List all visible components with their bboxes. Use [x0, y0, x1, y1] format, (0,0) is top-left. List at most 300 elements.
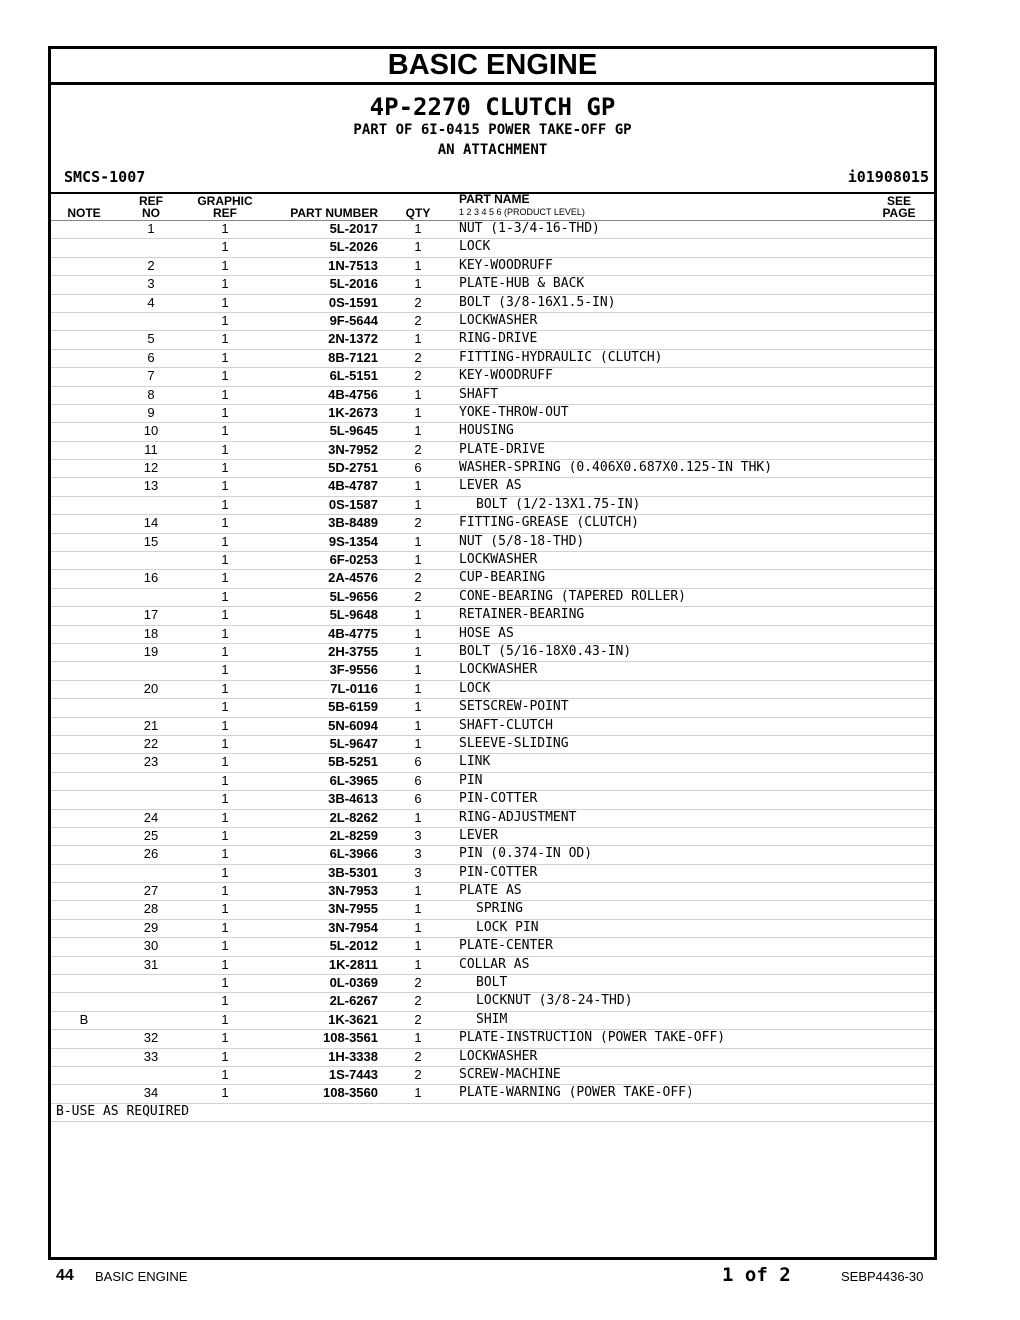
- header-graphic-bottom: REF: [213, 206, 237, 220]
- row-part-number: 3N-7955: [328, 901, 378, 917]
- row-qty: 1: [414, 680, 422, 696]
- table-row: [51, 699, 934, 717]
- table-header: [51, 194, 934, 221]
- table-row: [51, 957, 934, 975]
- table-row: [51, 331, 934, 349]
- row-graphic-ref: 1: [221, 883, 229, 899]
- part-name-text: RING-DRIVE: [459, 331, 538, 347]
- part-name-text: LOCKNUT (3/8-24-THD): [476, 993, 633, 1009]
- table-row: [51, 570, 934, 588]
- row-qty: 1: [414, 1085, 422, 1101]
- row-part-number: 2N-1372: [328, 331, 378, 347]
- table-row: [51, 846, 934, 864]
- row-part-name: [459, 1085, 694, 1100]
- row-part-name: [459, 718, 553, 733]
- row-part-number: 3B-8489: [328, 515, 378, 531]
- row-part-name: [459, 258, 553, 273]
- part-name-text: SPRING: [476, 901, 523, 917]
- table-row: [51, 901, 934, 919]
- row-qty: 1: [414, 1030, 422, 1046]
- row-qty: 2: [414, 349, 422, 365]
- row-ref-no: 17: [143, 607, 159, 623]
- table-row: [51, 1030, 934, 1048]
- row-part-name: [459, 405, 569, 420]
- row-ref-no: 31: [143, 956, 159, 972]
- row-ref-no: 19: [143, 643, 159, 659]
- table-row: [51, 644, 934, 662]
- row-part-name: [459, 920, 539, 935]
- row-part-name: [459, 791, 537, 806]
- table-row: [51, 295, 934, 313]
- row-graphic-ref: 1: [221, 1011, 229, 1027]
- row-part-name: [459, 993, 633, 1008]
- table-row: [51, 828, 934, 846]
- section-title: BASIC ENGINE: [51, 49, 934, 85]
- row-qty: 1: [414, 607, 422, 623]
- row-ref-no: 3: [147, 276, 155, 292]
- row-graphic-ref: 1: [221, 809, 229, 825]
- part-name-text: PLATE-WARNING (POWER TAKE-OFF): [459, 1085, 694, 1101]
- header-part-name: PART NAME: [459, 192, 530, 206]
- row-qty: 3: [414, 827, 422, 843]
- row-graphic-ref: 1: [221, 956, 229, 972]
- row-ref-no: 9: [147, 404, 155, 420]
- row-part-name: [459, 1030, 725, 1045]
- row-part-name: [459, 644, 631, 659]
- row-graphic-ref: 1: [221, 386, 229, 402]
- part-name-text: SHAFT: [459, 386, 499, 402]
- row-part-number: 8B-7121: [328, 349, 378, 365]
- row-qty: 6: [414, 754, 422, 770]
- row-qty: 1: [414, 956, 422, 972]
- part-name-text: LOCK PIN: [476, 919, 539, 935]
- row-graphic-ref: 1: [221, 1085, 229, 1101]
- row-ref-no: 2: [147, 257, 155, 273]
- table-row: [51, 791, 934, 809]
- part-name-text: PLATE-HUB & BACK: [459, 276, 585, 292]
- table-row: [51, 442, 934, 460]
- part-name-text: LOCKWASHER: [459, 552, 538, 568]
- row-qty: 2: [414, 975, 422, 991]
- row-qty: 1: [414, 735, 422, 751]
- row-ref-no: 29: [143, 919, 159, 935]
- row-graphic-ref: 1: [221, 699, 229, 715]
- row-qty: 1: [414, 883, 422, 899]
- row-part-number: 1K-2673: [328, 404, 378, 420]
- table-row: [51, 405, 934, 423]
- row-qty: 1: [414, 221, 422, 236]
- row-ref-no: 15: [143, 533, 159, 549]
- row-part-name: [459, 1067, 561, 1082]
- row-ref-no: 24: [143, 809, 159, 825]
- row-part-number: 3N-7954: [328, 919, 378, 935]
- row-graphic-ref: 1: [221, 276, 229, 292]
- row-qty: 2: [414, 294, 422, 310]
- row-qty: 2: [414, 1011, 422, 1027]
- row-graphic-ref: 1: [221, 717, 229, 733]
- row-ref-no: 18: [143, 625, 159, 641]
- row-part-number: 108-3561: [323, 1030, 378, 1046]
- row-qty: 1: [414, 386, 422, 402]
- row-qty: 1: [414, 643, 422, 659]
- part-name-text: HOSE AS: [459, 625, 514, 641]
- table-row: [51, 681, 934, 699]
- row-part-name: [459, 570, 545, 585]
- subtitle-part-of: PART OF 6I-0415 POWER TAKE-OFF GP: [353, 122, 632, 138]
- row-part-number: 1N-7513: [328, 257, 378, 273]
- table-row: [51, 387, 934, 405]
- row-ref-no: 30: [143, 938, 159, 954]
- row-qty: 1: [414, 938, 422, 954]
- row-ref-no: 32: [143, 1030, 159, 1046]
- table-row: [51, 258, 934, 276]
- row-part-number: 3F-9556: [329, 662, 378, 678]
- table-row: [51, 938, 934, 956]
- row-graphic-ref: 1: [221, 846, 229, 862]
- row-graphic-ref: 1: [221, 607, 229, 623]
- row-graphic-ref: 1: [221, 331, 229, 347]
- table-row: [51, 239, 934, 257]
- row-part-number: 9S-1354: [328, 533, 378, 549]
- row-qty: 2: [414, 993, 422, 1009]
- row-qty: 2: [414, 570, 422, 586]
- row-graphic-ref: 1: [221, 772, 229, 788]
- row-qty: 2: [414, 1048, 422, 1064]
- row-part-name: [459, 662, 537, 677]
- row-ref-no: 23: [143, 754, 159, 770]
- table-row: [51, 718, 934, 736]
- row-part-number: 3B-4613: [328, 791, 378, 807]
- row-qty: 1: [414, 404, 422, 420]
- header-see-top: SEE: [886, 194, 911, 208]
- row-part-name: [459, 1012, 507, 1027]
- table-row: [51, 736, 934, 754]
- row-qty: 1: [414, 276, 422, 292]
- table-row: [51, 534, 934, 552]
- table-row: [51, 626, 934, 644]
- row-qty: 1: [414, 423, 422, 439]
- row-graphic-ref: 1: [221, 662, 229, 678]
- parts-table-body: [51, 221, 934, 1104]
- row-part-number: 5B-6159: [328, 699, 378, 715]
- table-row: [51, 1085, 934, 1103]
- row-part-name: [459, 589, 686, 604]
- part-name-text: PIN-COTTER: [459, 791, 538, 807]
- row-ref-no: 34: [143, 1085, 159, 1101]
- header-note: NOTE: [67, 206, 101, 220]
- row-graphic-ref: 1: [221, 423, 229, 439]
- row-part-name: [459, 1049, 537, 1064]
- row-part-number: 5B-5251: [328, 754, 378, 770]
- row-ref-no: 1: [147, 221, 155, 236]
- row-part-name: [459, 773, 482, 788]
- row-graphic-ref: 1: [221, 919, 229, 935]
- table-row: [51, 497, 934, 515]
- row-ref-no: 12: [143, 460, 159, 476]
- table-row: [51, 773, 934, 791]
- table-row: [51, 515, 934, 533]
- row-part-name: [459, 350, 663, 365]
- part-name-text: BOLT (5/16-18X0.43-IN): [459, 643, 632, 659]
- row-part-number: 7L-0116: [330, 680, 378, 696]
- row-graphic-ref: 1: [221, 864, 229, 880]
- row-graphic-ref: 1: [221, 312, 229, 328]
- group-title: 4P-2270 CLUTCH GP: [369, 93, 616, 121]
- part-name-text: FITTING-GREASE (CLUTCH): [459, 515, 640, 531]
- part-name-text: LOCKWASHER: [459, 662, 538, 678]
- part-name-text: RING-ADJUSTMENT: [459, 809, 577, 825]
- page-number: 44: [56, 1267, 74, 1284]
- row-part-number: 2A-4576: [328, 570, 378, 586]
- part-name-text: LOCK: [459, 239, 491, 255]
- row-graphic-ref: 1: [221, 938, 229, 954]
- smcs-row: [51, 168, 934, 188]
- row-part-number: 1S-7443: [328, 1066, 378, 1082]
- row-qty: 1: [414, 625, 422, 641]
- row-part-name: [459, 239, 490, 254]
- row-ref-no: 16: [143, 570, 159, 586]
- row-part-number: 4B-4756: [328, 386, 378, 402]
- header-ref-bottom: NO: [142, 206, 160, 220]
- table-row: [51, 276, 934, 294]
- row-qty: 1: [414, 239, 422, 255]
- part-name-text: SCREW-MACHINE: [459, 1066, 561, 1082]
- row-part-number: 1K-3621: [328, 1011, 378, 1027]
- page-footer: [0, 1262, 1020, 1292]
- row-part-number: 5L-2017: [329, 221, 378, 236]
- row-ref-no: 20: [143, 680, 159, 696]
- row-note: B: [79, 1011, 89, 1027]
- row-graphic-ref: 1: [221, 993, 229, 1009]
- row-graphic-ref: 1: [221, 754, 229, 770]
- part-name-text: FITTING-HYDRAULIC (CLUTCH): [459, 349, 663, 365]
- header-product-levels: 1 2 3 4 5 6 (PRODUCT LEVEL): [459, 207, 585, 217]
- table-row: [51, 1067, 934, 1085]
- row-part-number: 0L-0369: [329, 975, 378, 991]
- row-qty: 1: [414, 717, 422, 733]
- row-graphic-ref: 1: [221, 368, 229, 384]
- part-name-text: HOUSING: [459, 423, 514, 439]
- row-part-name: [459, 313, 537, 328]
- row-ref-no: 6: [147, 349, 155, 365]
- table-row: [51, 368, 934, 386]
- part-name-text: LOCKWASHER: [459, 1048, 538, 1064]
- row-qty: 1: [414, 496, 422, 512]
- row-graphic-ref: 1: [221, 515, 229, 531]
- row-graphic-ref: 1: [221, 643, 229, 659]
- row-qty: 2: [414, 368, 422, 384]
- header-part-number: PART NUMBER: [290, 206, 378, 220]
- part-name-text: PIN-COTTER: [459, 864, 538, 880]
- part-name-text: PLATE-CENTER: [459, 938, 553, 954]
- table-row: [51, 350, 934, 368]
- header-ref-top: REF: [139, 194, 163, 208]
- page-of: 1 of 2: [722, 1264, 791, 1286]
- part-name-text: NUT (1-3/4-16-THD): [459, 221, 600, 236]
- part-name-text: CONE-BEARING (TAPERED ROLLER): [459, 588, 686, 604]
- row-qty: 2: [414, 515, 422, 531]
- row-ref-no: 13: [143, 478, 159, 494]
- table-row: [51, 662, 934, 680]
- smcs-code: SMCS-1007: [64, 168, 146, 186]
- row-qty: 3: [414, 864, 422, 880]
- table-row: [51, 1049, 934, 1067]
- table-row: [51, 313, 934, 331]
- header-graphic-top: GRAPHIC: [197, 194, 253, 208]
- part-name-text: PLATE-INSTRUCTION (POWER TAKE-OFF): [459, 1030, 726, 1046]
- row-part-number: 108-3560: [323, 1085, 378, 1101]
- row-graphic-ref: 1: [221, 478, 229, 494]
- part-name-text: KEY-WOODRUFF: [459, 257, 553, 273]
- row-part-name: [459, 699, 569, 714]
- row-part-number: 1H-3338: [328, 1048, 378, 1064]
- row-graphic-ref: 1: [221, 1030, 229, 1046]
- row-graphic-ref: 1: [221, 1048, 229, 1064]
- row-graphic-ref: 1: [221, 735, 229, 751]
- row-part-name: [459, 497, 640, 512]
- part-name-text: BOLT (3/8-16X1.5-IN): [459, 294, 616, 310]
- doc-number: SEBP4436-30: [841, 1269, 924, 1284]
- row-graphic-ref: 1: [221, 552, 229, 568]
- row-qty: 1: [414, 533, 422, 549]
- row-part-name: [459, 460, 772, 475]
- header-qty: QTY: [405, 206, 431, 220]
- part-name-text: LEVER: [459, 827, 499, 843]
- row-part-name: [459, 552, 537, 567]
- row-part-name: [459, 295, 616, 310]
- row-part-name: [459, 331, 537, 346]
- row-graphic-ref: 1: [221, 349, 229, 365]
- footer-section: BASIC ENGINE: [95, 1269, 188, 1284]
- row-qty: 1: [414, 478, 422, 494]
- row-ref-no: 14: [143, 515, 159, 531]
- table-row: [51, 478, 934, 496]
- row-qty: 1: [414, 919, 422, 935]
- row-part-name: [459, 478, 522, 493]
- row-part-number: 5L-9656: [329, 588, 378, 604]
- part-name-text: LINK: [459, 754, 491, 770]
- row-part-number: 3N-7952: [328, 441, 378, 457]
- row-part-name: [459, 975, 507, 990]
- row-part-number: 5L-2012: [329, 938, 378, 954]
- row-qty: 6: [414, 791, 422, 807]
- table-row: [51, 552, 934, 570]
- part-name-text: PIN: [459, 772, 483, 788]
- row-part-number: 6L-5151: [329, 368, 378, 384]
- row-part-name: [459, 736, 569, 751]
- row-qty: 2: [414, 1066, 422, 1082]
- row-graphic-ref: 1: [221, 496, 229, 512]
- row-graphic-ref: 1: [221, 680, 229, 696]
- row-part-name: [459, 938, 553, 953]
- table-row: [51, 754, 934, 772]
- row-ref-no: 25: [143, 827, 159, 843]
- row-part-number: 3N-7953: [328, 883, 378, 899]
- table-row: [51, 883, 934, 901]
- subtitle-attachment: AN ATTACHMENT: [437, 142, 548, 158]
- row-ref-no: 27: [143, 883, 159, 899]
- table-row: [51, 920, 934, 938]
- row-part-number: 9F-5644: [329, 312, 378, 328]
- row-graphic-ref: 1: [221, 239, 229, 255]
- table-row: [51, 423, 934, 441]
- row-ref-no: 26: [143, 846, 159, 862]
- row-qty: 2: [414, 312, 422, 328]
- row-part-name: [459, 221, 600, 236]
- table-row: [51, 1012, 934, 1030]
- row-part-name: [459, 387, 498, 402]
- row-qty: 1: [414, 901, 422, 917]
- row-part-name: [459, 828, 498, 843]
- part-name-text: KEY-WOODRUFF: [459, 368, 553, 384]
- row-part-number: 5L-9647: [329, 735, 378, 751]
- row-part-number: 5D-2751: [328, 460, 378, 476]
- part-name-text: PIN (0.374-IN OD): [459, 846, 593, 862]
- row-ref-no: 33: [143, 1048, 159, 1064]
- row-graphic-ref: 1: [221, 460, 229, 476]
- row-part-number: 0S-1587: [328, 496, 378, 512]
- row-part-number: 4B-4775: [328, 625, 378, 641]
- row-part-number: 2L-8262: [329, 809, 378, 825]
- row-part-number: 2L-6267: [329, 993, 378, 1009]
- row-graphic-ref: 1: [221, 625, 229, 641]
- row-graphic-ref: 1: [221, 901, 229, 917]
- row-qty: 3: [414, 846, 422, 862]
- part-name-text: NUT (5/8-18-THD): [459, 533, 585, 549]
- part-name-text: PLATE AS: [459, 883, 522, 899]
- table-row: [51, 993, 934, 1011]
- row-part-number: 6L-3966: [329, 846, 378, 862]
- table-row: [51, 865, 934, 883]
- row-part-name: [459, 681, 490, 696]
- row-part-number: 5L-2016: [329, 276, 378, 292]
- part-name-text: SLEEVE-SLIDING: [459, 735, 569, 751]
- row-part-name: [459, 276, 584, 291]
- row-graphic-ref: 1: [221, 1066, 229, 1082]
- row-part-name: [459, 515, 639, 530]
- row-part-name: [459, 957, 529, 972]
- row-part-number: 5L-9645: [329, 423, 378, 439]
- row-ref-no: 22: [143, 735, 159, 751]
- row-part-name: [459, 607, 584, 622]
- row-part-number: 5L-2026: [329, 239, 378, 255]
- row-part-name: [459, 754, 490, 769]
- row-graphic-ref: 1: [221, 791, 229, 807]
- table-row: [51, 607, 934, 625]
- table-row: [51, 221, 934, 239]
- row-part-number: 4B-4787: [328, 478, 378, 494]
- illustration-id: i01908015: [847, 168, 929, 186]
- row-part-number: 5L-9648: [329, 607, 378, 623]
- table-row: [51, 460, 934, 478]
- row-ref-no: 11: [144, 441, 158, 457]
- row-part-number: 1K-2811: [328, 956, 378, 972]
- part-name-text: YOKE-THROW-OUT: [459, 404, 569, 420]
- row-part-name: [459, 901, 523, 916]
- row-part-name: [459, 846, 592, 861]
- part-name-text: WASHER-SPRING (0.406X0.687X0.125-IN THK): [459, 460, 773, 476]
- row-graphic-ref: 1: [221, 441, 229, 457]
- row-ref-no: 8: [147, 386, 155, 402]
- header-see-bottom: PAGE: [882, 206, 916, 220]
- row-qty: 6: [414, 772, 422, 788]
- row-qty: 2: [414, 441, 422, 457]
- row-graphic-ref: 1: [221, 294, 229, 310]
- row-part-number: 2H-3755: [328, 643, 378, 659]
- part-name-text: LEVER AS: [459, 478, 522, 494]
- row-qty: 1: [414, 552, 422, 568]
- part-name-text: CUP-BEARING: [459, 570, 546, 586]
